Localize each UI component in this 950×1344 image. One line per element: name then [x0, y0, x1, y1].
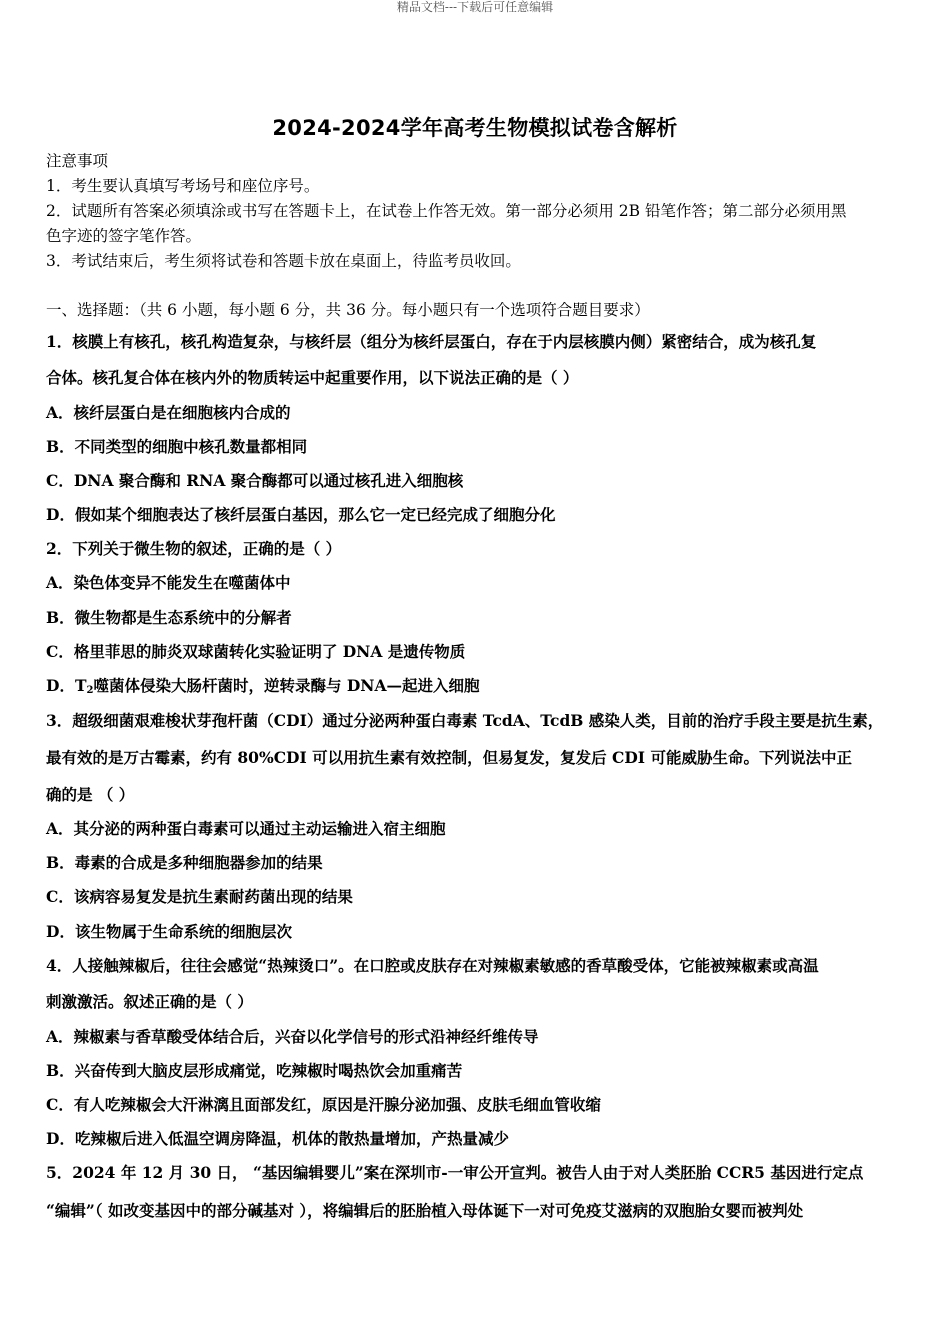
question-3-option-c: C．该病容易复发是抗生素耐药菌出现的结果	[46, 887, 353, 906]
notice-item: 2．试题所有答案必须填涂或书写在答题卡上，在试卷上作答无效。第一部分必须用 2B 铅笔作答；第二部分必须用黑	[46, 202, 847, 220]
section-heading: 一、选择题：（共 6 小题，每小题 6 分，共 36 分。每小题只有一个选项符合题目要求）	[46, 301, 650, 319]
question-4-stem: 刺激激活。叙述正确的是（ ）	[46, 992, 253, 1011]
question-2-option-c: C．格里菲思的肺炎双球菌转化实验证明了 DNA 是遗传物质	[46, 642, 466, 661]
question-3-option-b: B．毒素的合成是多种细胞器参加的结果	[46, 853, 323, 872]
question-3-stem: 确的是 （ ）	[46, 785, 135, 804]
option-d-rest: 噬菌体侵染大肠杆菌时，逆转录酶与 DNA—起进入细胞	[93, 676, 480, 695]
question-3-option-d: D．该生物属于生命系统的细胞层次	[46, 922, 292, 941]
question-3-stem: 3．超级细菌艰难梭状芽孢杆菌（CDI）通过分泌两种蛋白毒素 TcdA、TcdB 感染人类，目前的治疗手段主要是抗生素，	[46, 711, 884, 730]
question-1-option-b: B．不同类型的细胞中核孔数量都相同	[46, 437, 308, 456]
question-3-stem: 最有效的是万古霉素，约有 80%CDI 可以用抗生素有效控制，但易复发，复发后 CDI 可能威胁生命。下列说法中正	[46, 748, 852, 767]
question-4-stem: 4．人接触辣椒后，往往会感觉“热辣烫口”。在口腔或皮肤存在对辣椒素敏感的香草酸受体，它能被辣椒素或高温	[46, 956, 819, 975]
question-2-option-a: A．染色体变异不能发生在噬菌体中	[46, 573, 291, 592]
question-1-option-a: A．核纤层蛋白是在细胞核内合成的	[46, 403, 291, 422]
question-1-stem: 1．核膜上有核孔，核孔构造复杂，与核纤层（组分为核纤层蛋白，存在于内层核膜内侧）紧密结合，成为核孔复	[46, 332, 817, 351]
option-d-subscript: 2	[86, 685, 94, 696]
question-4-option-b: B．兴奋传到大脑皮层形成痛觉，吃辣椒时喝热饮会加重痛苦	[46, 1061, 463, 1080]
question-1-stem: 合体。核孔复合体在核内外的物质转运中起重要作用，以下说法正确的是（ ）	[46, 368, 579, 387]
page-header: 精品文档---下载后可任意编辑	[396, 0, 554, 14]
question-5-stem: “编辑”（ 如改变基因中的部分碱基对 ），将编辑后的胚胎植入母体诞下一对可免疫艾滋病的双胞胎女婴而被判处	[46, 1201, 804, 1220]
page-title: 2024-2024学年高考生物模拟试卷含解析	[272, 116, 678, 140]
question-4-option-d: D．吃辣椒后进入低温空调房降温，机体的散热量增加，产热量减少	[46, 1129, 509, 1148]
question-1-option-d: D．假如某个细胞表达了核纤层蛋白基因，那么它一定已经完成了细胞分化	[46, 505, 556, 524]
notice-heading: 注意事项	[46, 152, 109, 170]
notice-item: 1．考生要认真填写考场号和座位序号。	[46, 177, 320, 195]
question-2-option-b: B．微生物都是生态系统中的分解者	[46, 608, 292, 627]
question-1-option-c: C．DNA 聚合酶和 RNA 聚合酶都可以通过核孔进入细胞核	[46, 471, 464, 490]
notice-item: 色字迹的签字笔作答。	[46, 227, 202, 245]
question-2-option-d	[46, 676, 480, 701]
notice-item: 3．考试结束后，考生须将试卷和答题卡放在桌面上，待监考员收回。	[46, 252, 521, 270]
question-3-option-a: A．其分泌的两种蛋白毒素可以通过主动运输进入宿主细胞	[46, 819, 446, 838]
question-5-stem: 5．2024 年 12 月 30 日， “基因编辑婴儿”案在深圳市-一审公开宣判。被告人由于对人类胚胎 CCR5 基因进行定点	[46, 1163, 864, 1182]
question-4-option-c: C．有人吃辣椒会大汗淋漓且面部发红，原因是汗腺分泌加强、皮肤毛细血管收缩	[46, 1095, 601, 1114]
question-2-stem: 2．下列关于微生物的叙述，正确的是（ ）	[46, 539, 342, 558]
question-4-option-a: A．辣椒素与香草酸受体结合后，兴奋以化学信号的形式沿神经纤维传导	[46, 1027, 539, 1046]
option-d-prefix: D．T	[46, 676, 87, 695]
